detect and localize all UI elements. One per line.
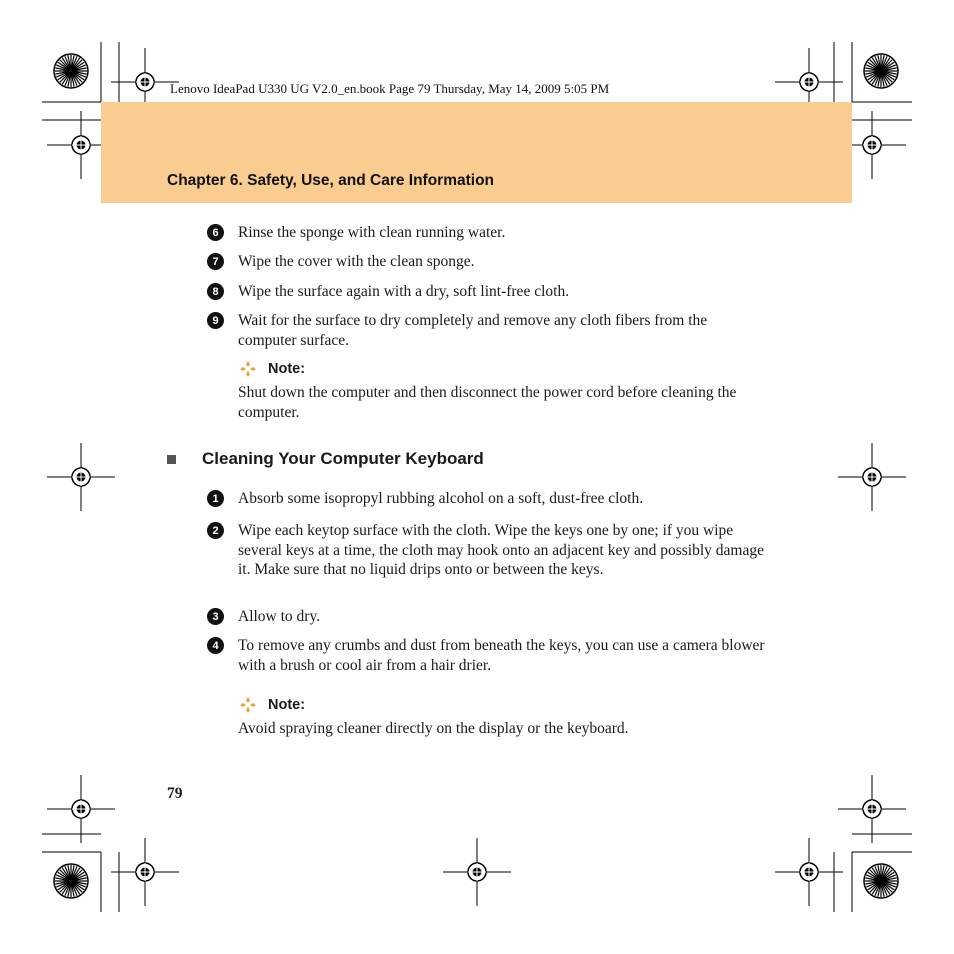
step-text: Wait for the surface to dry completely and remove any cloth fibers from the computer surface. (238, 312, 708, 349)
step-item (207, 223, 767, 243)
step-text: To remove any crumbs and dust from beneath the keys, you can use a camera blower with a brush or cool air from a hair drier. (238, 637, 765, 674)
print-slug-line: Lenovo IdeaPad U330 UG V2.0_en.book Page 79 Thursday, May 14, 2009 5:05 PM (170, 81, 610, 96)
circled-number-icon: 3 (207, 608, 224, 625)
step-text: Wipe each keytop surface with the cloth. Wipe the keys one by one; if you wipe several keys at a time, the cloth may hook onto an adjacent key and possibly damage it. Make sure that no liquid drips onto or between the keys. (238, 522, 764, 578)
note-text: Avoid spraying cleaner directly on the display or the keyboard. (238, 720, 629, 737)
step-text: Wipe the surface again with a dry, soft lint-free cloth. (238, 283, 570, 300)
section-title: Cleaning Your Computer Keyboard (202, 449, 484, 468)
square-bullet-icon (167, 455, 176, 464)
note-label: Note: (268, 697, 306, 713)
circled-number-icon: 4 (207, 637, 224, 654)
circled-number-icon: 2 (207, 522, 224, 539)
note-label: Note: (268, 361, 306, 377)
note-diamond-icon (239, 360, 257, 378)
note-heading (239, 360, 305, 378)
circled-number-icon: 6 (207, 224, 224, 241)
circled-number-icon: 1 (207, 490, 224, 507)
step-item (207, 489, 767, 509)
step-text: Wipe the cover with the clean sponge. (238, 253, 475, 270)
step-text: Rinse the sponge with clean running water. (238, 224, 506, 241)
step-text: Allow to dry. (238, 608, 321, 625)
circled-number-icon: 7 (207, 253, 224, 270)
step-item (207, 607, 767, 627)
step-text: Absorb some isopropyl rubbing alcohol on a soft, dust-free cloth. (238, 490, 644, 507)
note-heading (239, 696, 305, 714)
chapter-title: Chapter 6. Safety, Use, and Care Information (167, 172, 495, 189)
circled-number-icon: 9 (207, 312, 224, 329)
step-item (207, 521, 767, 580)
circled-number-icon: 8 (207, 283, 224, 300)
step-item (207, 636, 767, 675)
note-diamond-icon (239, 696, 257, 714)
note-text: Shut down the computer and then disconnect the power cord before cleaning the computer. (238, 384, 737, 421)
step-item (207, 311, 767, 350)
step-item (207, 252, 767, 272)
section-heading (167, 449, 484, 469)
page-number: 79 (167, 785, 183, 802)
step-item (207, 282, 767, 302)
